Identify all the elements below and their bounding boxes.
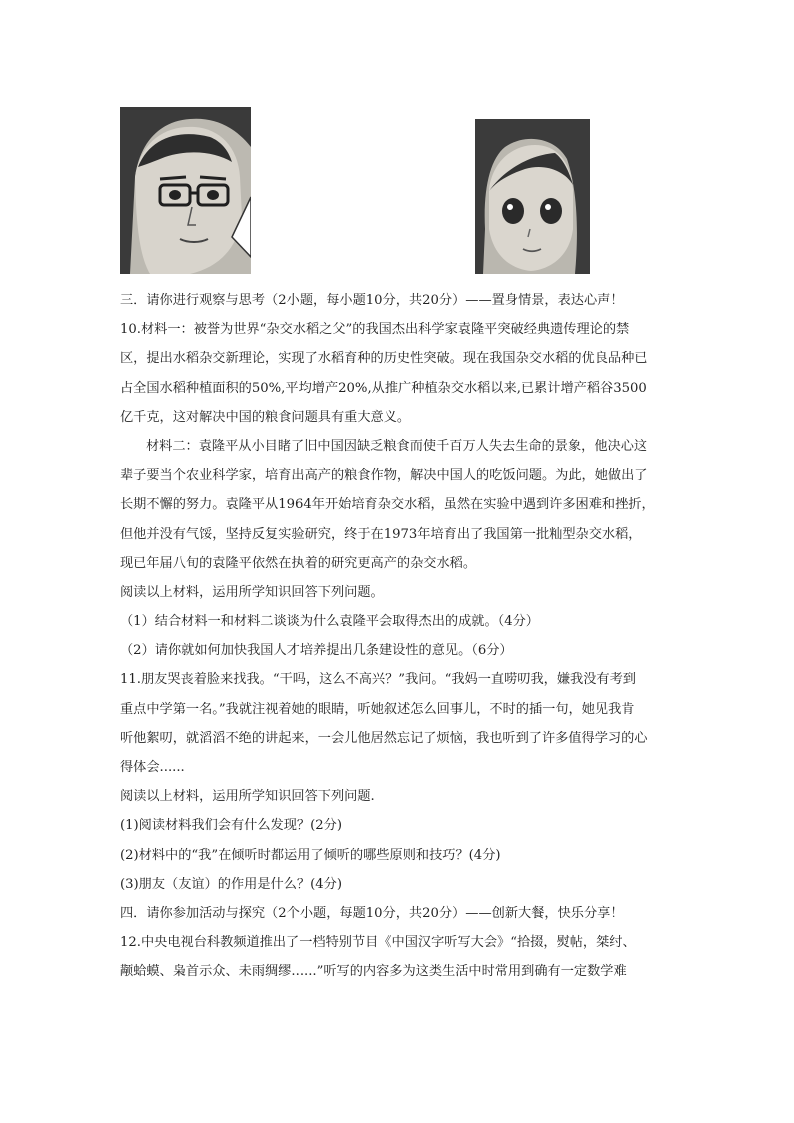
section-3-heading: 三．请你进行观察与思考（2小题，每小题10分，共20分）——置身情景，表达心声！ [120,293,624,308]
section-4-heading: 四．请你参加活动与探究（2个小题，每题10分，共20分）——创新大餐，快乐分享！ [120,905,624,921]
sub-question: （1）结合材料一和材料二谈谈为什么袁隆平会取得杰出的成就。（4分） [120,614,539,630]
material-2-text: 辈子要当个农业科学家，培育出高产的粮食作物，解决中国人的吃饭问题。为此，她做出了 [120,468,648,484]
cartoon-man-drawing [120,107,251,274]
sub-question: （2）请你就如何加快我国人才培养提出几条建设性的意见。（6分） [120,643,513,659]
material-2-text: 材料二：袁隆平从小目睹了旧中国因缺乏粮食而使千百万人失去生命的景象，他决心这 [146,438,648,454]
cartoon-girl-image [475,119,590,274]
document-body [120,286,680,987]
material-2-text: 但他并没有气馁，坚持反复实验研究，终于在1973年培育出了我国第一批籼型杂交水稻， [120,526,642,542]
question-12-text: 颟蛤蟆、枭首示众、未雨绸缪......”听写的内容多为这类生活中时常用到确有一定数学难 [120,964,627,980]
question-10-text: 亿千克，这对解决中国的粮食问题具有重大意义。 [120,409,411,425]
question-11-text: 重点中学第一名。”我就注视着她的眼睛，听她叙述怎么回事儿，不时的插一句，她见我肯 [120,701,635,717]
question-12-text: 12.中央电视台科教频道推出了一档特别节目《中国汉字听写大会》“拾掇，熨帖，桀纣、 [120,935,636,951]
question-10-text: 占全国水稻种植面积的50%,平均增产20%,从推广种植杂交水稻以来,已累计增产稻谷3500 [120,380,647,396]
sub-question: (2)材料中的“我”在倾听时都运用了倾听的哪些原则和技巧？(4分) [120,847,501,863]
question-11-text: 11.朋友哭丧着脸来找我。“干吗，这么不高兴？”我问。“我妈一直唠叨我，嫌我没有考到 [120,672,636,688]
sub-question: (1)阅读材料我们会有什么发现？(2分) [120,818,342,834]
question-11-text: 听他絮叨，就滔滔不绝的讲起来，一会儿他居然忘记了烦恼，我也听到了许多值得学习的心 [120,730,648,746]
instruction-text: 阅读以上材料，运用所学知识回答下列问题. [120,789,375,805]
material-2-text: 长期不懈的努力。袁隆平从1964年开始培育杂交水稻，虽然在实验中遇到许多困难和挫折， [120,497,655,513]
sub-question: (3)朋友（友谊）的作用是什么？(4分) [120,876,342,892]
question-10-text: 10.材料一：被誉为世界“杂交水稻之父”的我国杰出科学家袁隆平突破经典遗传理论的禁 [120,322,630,338]
cartoon-girl-drawing [475,119,590,274]
material-2-text: 现已年届八旬的袁隆平依然在执着的研究更高产的杂交水稻。 [120,555,477,571]
instruction-text: 阅读以上材料，运用所学知识回答下列问题。 [120,584,384,600]
cartoon-man-image [120,107,251,274]
question-11-text: 得体会...... [120,760,185,775]
question-10-text: 区，提出水稻杂交新理论，实现了水稻育种的历史性突破。现在我国杂交水稻的优良品种已 [120,351,648,367]
